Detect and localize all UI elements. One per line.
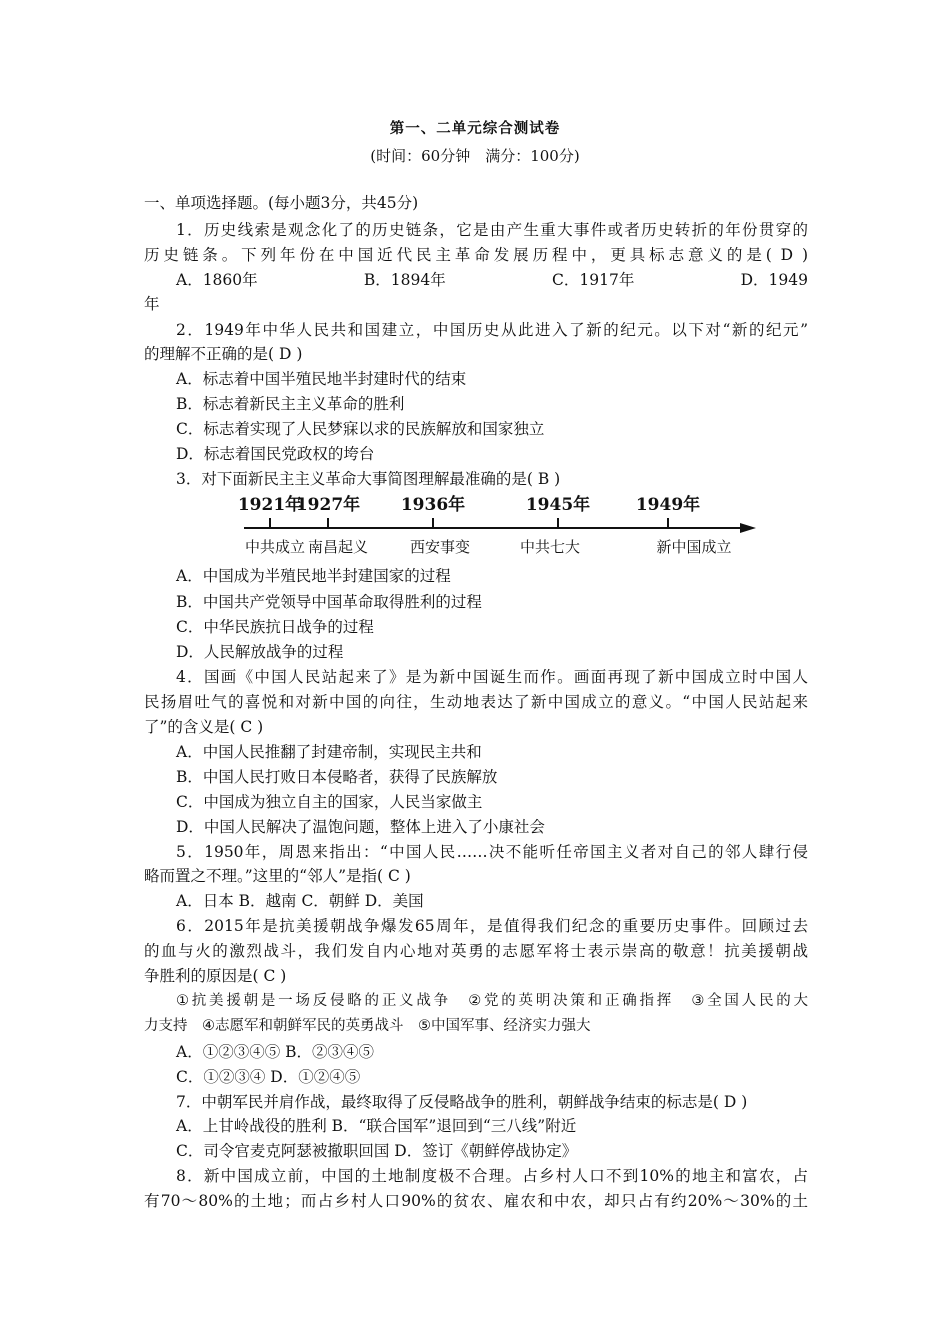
q2-stem-line1: 2．1949年中华人民共和国建立，中国历史从此进入了新的纪元。以下对“新的纪元” — [176, 321, 808, 339]
q4-stem-line2: 民扬眉吐气的喜悦和对新中国的向往，生动地表达了新中国成立的意义。“中国人民站起来 — [144, 693, 808, 711]
q2-option-a: A．标志着中国半殖民地半封建时代的结束 — [176, 370, 467, 388]
q3-stem: 3．对下面新民主主义革命大事简图理解最准确的是( B ) — [176, 470, 561, 488]
q4-option-c: C．中国成为独立自主的国家，人民当家做主 — [176, 793, 483, 811]
q3-option-a: A．中国成为半殖民地半封建国家的过程 — [176, 567, 451, 585]
q6-stem-line3: 争胜利的原因是( C ) — [144, 967, 287, 985]
q4-stem-line1: 4．国画《中国人民站起来了》是为新中国诞生而作。画面再现了新中国成立时中国人 — [176, 668, 808, 686]
q2-option-c: C．标志着实现了人民梦寐以求的民族解放和国家独立 — [176, 420, 545, 438]
timeline-diagram — [228, 492, 768, 562]
q5-stem-line2: 略而置之不理。”这里的“邻人”是指( C ) — [144, 867, 411, 885]
timeline-year-label: 1927年 — [295, 495, 361, 515]
q6-options-cd: C．①②③④ D．①②④⑤ — [176, 1068, 361, 1086]
q8-stem-line2: 有70～80%的土地；而占乡村人口90%的贫农、雇农和中农，却只占有约20%～30%的土 — [144, 1192, 808, 1210]
q3-option-b: B．中国共产党领导中国革命取得胜利的过程 — [176, 593, 482, 611]
q7-options-cd: C．司令官麦克阿瑟被撤职回国 D．签订《朝鲜停战协定》 — [176, 1142, 578, 1160]
q7-options-ab: A．上甘岭战役的胜利 B．“联合国军”退回到“三八线”附近 — [176, 1117, 577, 1135]
timeline-year-label: 1936年 — [400, 495, 466, 515]
q1-stem-line2: 历史链条。下列年份在中国近代民主革命发展历程中，更具标志意义的是( D ) — [144, 246, 808, 264]
q4-option-b: B．中国人民打败日本侵略者，获得了民族解放 — [176, 768, 498, 786]
timeline-event-label: 中共七大 — [519, 538, 581, 556]
q3-option-d: D．人民解放战争的过程 — [176, 643, 344, 661]
q1-stem-line1: 1．历史线索是观念化了的历史链条，它是由产生重大事件或者历史转折的年份贯穿的 — [176, 221, 808, 239]
timeline-year-label: 1949年 — [635, 495, 701, 515]
timeline-year-label: 1945年 — [525, 495, 591, 515]
q1-options — [176, 269, 808, 291]
q1-option-d: D．1949 — [740, 271, 808, 289]
timeline-event-label: 西安事变 — [409, 538, 471, 556]
q1-option-c: C．1917年 — [552, 271, 635, 289]
q5-stem-line1: 5．1950年，周恩来指出：“中国人民……决不能听任帝国主义者对自己的邻人肆行侵 — [176, 843, 808, 861]
q1-option-b: B．1894年 — [363, 271, 446, 289]
q3-option-c: C．中华民族抗日战争的过程 — [176, 618, 374, 636]
timeline-arrow-icon — [740, 523, 756, 533]
q2-option-b: B．标志着新民主主义革命的胜利 — [176, 395, 405, 413]
page-title: 第一、二单元综合测试卷 — [389, 120, 561, 137]
q6-options-ab: A．①②③④⑤ B．②③④⑤ — [176, 1043, 375, 1061]
q2-option-d: D．标志着国民党政权的垮台 — [176, 445, 375, 463]
q5-options: A．日本 B．越南 C．朝鲜 D．美国 — [176, 892, 424, 910]
timeline-year-label: 1921年 — [237, 495, 303, 515]
q6-stem-line2: 的血与火的激烈战斗，我们发自内心地对英勇的志愿军将士表示崇高的敬意！抗美援朝战 — [144, 942, 808, 960]
q8-stem-line1: 8．新中国成立前，中国的土地制度极不合理。占乡村人口不到10%的地主和富农，占 — [176, 1167, 808, 1185]
q1-option-d-wrap: 年 — [144, 295, 160, 313]
timeline-event-label: 中共成立 — [244, 538, 306, 556]
q4-option-a: A．中国人民推翻了封建帝制，实现民主共和 — [176, 743, 482, 761]
q1-option-a: A．1860年 — [176, 271, 258, 289]
q7-stem: 7．中朝军民并肩作战，最终取得了反侵略战争的胜利，朝鲜战争结束的标志是( D ) — [176, 1093, 748, 1111]
timeline-event-label: 南昌起义 — [307, 538, 369, 556]
q4-stem-line3: 了”的含义是( C ) — [144, 718, 264, 736]
exam-time-info: (时间：60分钟 满分：100分) — [370, 147, 580, 165]
q6-stem-line1: 6．2015年是抗美援朝战争爆发65周年，是值得我们纪念的重要历史事件。回顾过去 — [176, 917, 808, 935]
q6-items-line2: 力支持 ④志愿军和朝鲜军民的英勇战斗 ⑤中国军事、经济实力强大 — [144, 1018, 591, 1034]
q2-stem-line2: 的理解不正确的是( D ) — [144, 345, 303, 363]
timeline-event-label: 新中国成立 — [656, 538, 732, 556]
q6-items-line1: ①抗美援朝是一场反侵略的正义战争 ②党的英明决策和正确指挥 ③全国人民的大 — [176, 993, 808, 1009]
q4-option-d: D．中国人民解决了温饱问题，整体上进入了小康社会 — [176, 818, 545, 836]
section-heading: 一、单项选择题。(每小题3分，共45分) — [144, 194, 419, 212]
